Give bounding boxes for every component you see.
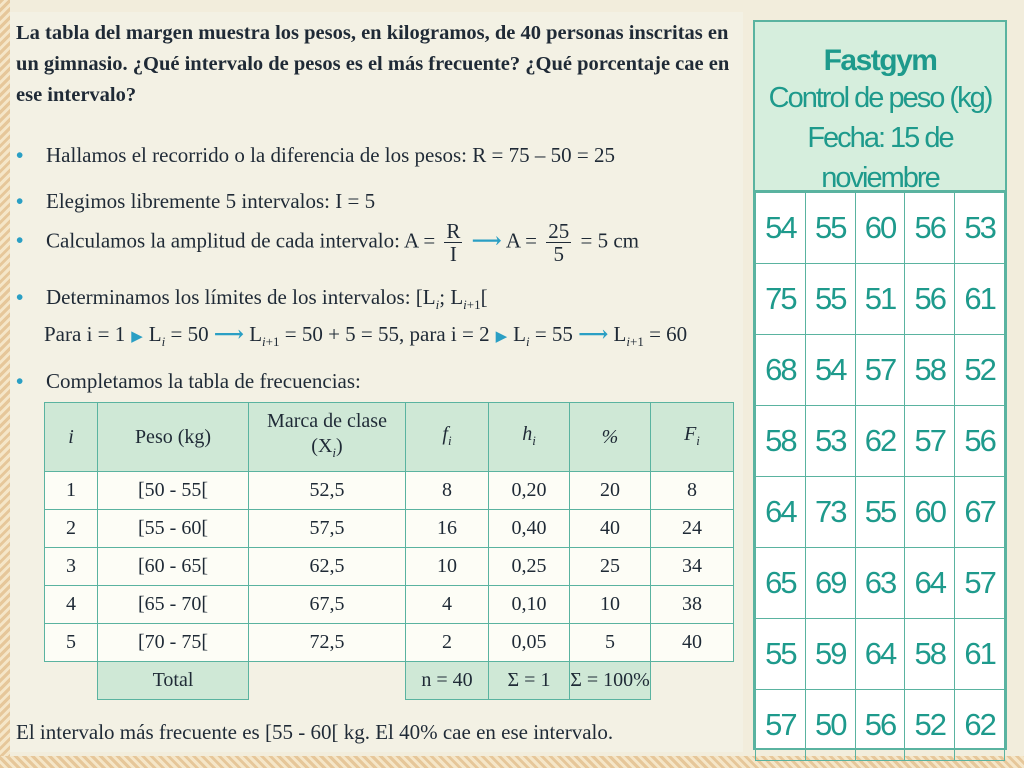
table-cell: 25 (570, 548, 651, 586)
gym-brand: Fastgym (823, 44, 937, 77)
weights-row (756, 690, 1005, 761)
table-cell: [70 - 75[ (98, 624, 249, 662)
table-row (45, 624, 734, 662)
weight-cell: 60 (905, 477, 955, 548)
header-pct: % (570, 403, 651, 472)
fraction-25-over-5: $\frac{25}{5}$ (548, 219, 570, 266)
weight-cell: 55 (805, 264, 855, 335)
table-row (45, 510, 734, 548)
weights-grid (755, 192, 1005, 761)
bullet-range: • Hallamos el recorrido o la diferencia de los pesos: R = 75 – 50 = 25 (16, 140, 615, 170)
weight-cell: 69 (805, 548, 855, 619)
table-cell: 16 (406, 510, 489, 548)
table-cell: 57,5 (249, 510, 406, 548)
weight-cell: 67 (955, 477, 1005, 548)
weight-cell: 57 (955, 548, 1005, 619)
header-peso: Peso (kg) (98, 403, 249, 472)
table-cell: 67,5 (249, 586, 406, 624)
table-header-row (45, 403, 734, 472)
weight-cell: 56 (905, 193, 955, 264)
arrow-right-icon: ⟶ (578, 322, 609, 346)
triangle-right-icon: ▶ (495, 329, 508, 345)
table-cell: 2 (45, 510, 98, 548)
table-cell: 40 (570, 510, 651, 548)
weights-row (756, 335, 1005, 406)
weight-cell: 62 (855, 406, 905, 477)
gym-card-header (755, 22, 1005, 192)
table-cell: [65 - 70[ (98, 586, 249, 624)
table-row (45, 472, 734, 510)
header-i: i (45, 403, 98, 472)
arrow-right-icon: ⟶ (213, 322, 244, 346)
weight-cell: 54 (805, 335, 855, 406)
bullet-amplitude: • Calculamos la amplitud de cada intervalo: A = $\frac{R}{I}$ ⟶ A = $\frac{25}{5}$ = 5 cm (16, 219, 639, 266)
arrow-right-icon: ⟶ (471, 228, 502, 253)
bullet-dot-icon: • (16, 285, 24, 309)
weight-cell: 54 (756, 193, 806, 264)
table-row (45, 548, 734, 586)
table-cell: 62,5 (249, 548, 406, 586)
limits-example-line: Para i = 1 ▶ $L_i = 50$ ⟶ $L_{i+1} = 50 + 5 = 55$, para i = 2 ▶ $L_i = 55$ ⟶ $L_{i+1} = 60$ (44, 322, 688, 350)
table-cell: 72,5 (249, 624, 406, 662)
weights-row (756, 477, 1005, 548)
total-n: n = 40 (406, 662, 489, 700)
table-cell: 10 (570, 586, 651, 624)
weights-row (756, 264, 1005, 335)
table-cell: [55 - 60[ (98, 510, 249, 548)
weight-cell: 55 (855, 477, 905, 548)
total-h: Σ = 1 (489, 662, 570, 700)
weight-cell: 65 (756, 548, 806, 619)
table-cell: 0,20 (489, 472, 570, 510)
bullet-limits: • Determinamos los límites de los intervalos: [$L_i$; $L_{i+1}$[ (16, 282, 488, 320)
table-cell: [50 - 55[ (98, 472, 249, 510)
weight-cell: 56 (955, 406, 1005, 477)
header-Fi: $F_i$ (651, 403, 734, 472)
weight-cell: 58 (756, 406, 806, 477)
table-cell: 38 (651, 586, 734, 624)
total-pct: Σ = 100% (570, 662, 651, 700)
bullet-complete-table: • Completamos la tabla de frecuencias: (16, 366, 361, 396)
header-fi: $f_i$ (406, 403, 489, 472)
table-total-row (45, 662, 734, 700)
table-cell: 3 (45, 548, 98, 586)
weight-cell: 60 (855, 193, 905, 264)
table-cell: 2 (406, 624, 489, 662)
weight-cell: 55 (805, 193, 855, 264)
table-cell: 52,5 (249, 472, 406, 510)
table-cell: 4 (45, 586, 98, 624)
weight-cell: 75 (756, 264, 806, 335)
weight-cell: 57 (905, 406, 955, 477)
gym-subtitle: Control de peso (kg) (768, 82, 992, 114)
total-label: Total (98, 662, 249, 700)
header-marca: Marca de clase $(X_i)$ (249, 403, 406, 472)
weights-row (756, 406, 1005, 477)
table-cell: 0,40 (489, 510, 570, 548)
bullet-dot-icon: • (16, 189, 24, 213)
weight-cell: 62 (955, 690, 1005, 761)
table-cell: 4 (406, 586, 489, 624)
table-cell: 10 (406, 548, 489, 586)
weight-cell: 64 (905, 548, 955, 619)
table-row (45, 586, 734, 624)
weights-row (756, 193, 1005, 264)
table-cell: 8 (651, 472, 734, 510)
table-cell: [60 - 65[ (98, 548, 249, 586)
table-cell: 1 (45, 472, 98, 510)
weight-cell: 63 (855, 548, 905, 619)
weight-cell: 58 (905, 335, 955, 406)
weight-cell: 61 (955, 264, 1005, 335)
weight-cell: 56 (855, 690, 905, 761)
weight-cell: 64 (855, 619, 905, 690)
weights-row (756, 548, 1005, 619)
table-cell: 24 (651, 510, 734, 548)
weight-cell: 64 (756, 477, 806, 548)
table-cell: 0,25 (489, 548, 570, 586)
weight-cell: 57 (756, 690, 806, 761)
weight-cell: 52 (955, 335, 1005, 406)
bullet-dot-icon: • (16, 369, 24, 393)
problem-statement: La tabla del margen muestra los pesos, en kilogramos, de 40 personas inscritas en un gimnasio. ¿Qué intervalo de pesos es el más frecuente? ¿Qué porcentaje cae en ese intervalo? (16, 22, 730, 106)
table-cell: 5 (570, 624, 651, 662)
table-cell: 40 (651, 624, 734, 662)
bullet-dot-icon: • (16, 143, 24, 167)
weight-cell: 61 (955, 619, 1005, 690)
weight-cell: 56 (905, 264, 955, 335)
table-cell: 34 (651, 548, 734, 586)
table-cell: 8 (406, 472, 489, 510)
weight-cell: 73 (805, 477, 855, 548)
weight-cell: 58 (905, 619, 955, 690)
weights-row (756, 619, 1005, 690)
conclusion-text: El intervalo más frecuente es [55 - 60[ kg. El 40% cae en ese intervalo. (16, 720, 614, 744)
header-hi: $h_i$ (489, 403, 570, 472)
weight-cell: 55 (756, 619, 806, 690)
weight-cell: 50 (805, 690, 855, 761)
decorative-left-edge (0, 0, 10, 768)
gym-date: Fecha: 15 de noviembre (807, 122, 953, 194)
table-cell: 20 (570, 472, 651, 510)
table-cell: 5 (45, 624, 98, 662)
weight-cell: 68 (756, 335, 806, 406)
triangle-right-icon: ▶ (131, 329, 143, 345)
frequency-table (44, 402, 734, 700)
weight-cell: 59 (805, 619, 855, 690)
bullet-intervals: • Elegimos libremente 5 intervalos: I = 5 (16, 186, 375, 216)
weight-cell: 52 (905, 690, 955, 761)
gym-weight-card (753, 20, 1007, 750)
weight-cell: 57 (855, 335, 905, 406)
fraction-r-over-i: $\frac{R}{I}$ (446, 219, 461, 266)
weight-cell: 53 (955, 193, 1005, 264)
weight-cell: 51 (855, 264, 905, 335)
table-cell: 0,10 (489, 586, 570, 624)
weight-cell: 53 (805, 406, 855, 477)
bullet-dot-icon: • (16, 228, 24, 253)
table-cell: 0,05 (489, 624, 570, 662)
